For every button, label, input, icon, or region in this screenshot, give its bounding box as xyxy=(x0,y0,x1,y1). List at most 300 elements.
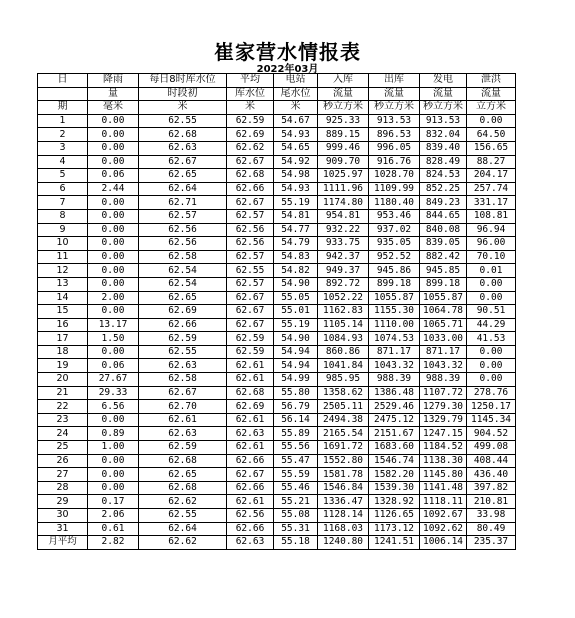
column-header: 流量 xyxy=(318,87,369,101)
value-cell: 0.00 xyxy=(88,413,139,427)
value-cell: 55.18 xyxy=(274,536,318,550)
value-cell: 54.93 xyxy=(274,182,318,196)
value-cell: 913.53 xyxy=(420,114,467,128)
value-cell: 1043.32 xyxy=(420,359,467,373)
value-cell: 0.00 xyxy=(88,454,139,468)
value-cell: 1240.80 xyxy=(318,536,369,550)
value-cell: 62.66 xyxy=(227,182,274,196)
value-cell: 1006.14 xyxy=(420,536,467,550)
value-cell: 62.65 xyxy=(139,291,227,305)
table-row xyxy=(38,318,516,332)
value-cell: 62.65 xyxy=(139,468,227,482)
value-cell: 1180.40 xyxy=(369,196,420,210)
value-cell: 1250.17 xyxy=(467,400,516,414)
column-header: 米 xyxy=(274,101,318,115)
column-header: 时段初 xyxy=(139,87,227,101)
column-header: 秒立方米 xyxy=(420,101,467,115)
value-cell: 0.00 xyxy=(88,209,139,223)
value-cell: 62.69 xyxy=(227,400,274,414)
value-cell: 871.17 xyxy=(369,345,420,359)
value-cell: 1329.79 xyxy=(420,413,467,427)
value-cell: 896.53 xyxy=(369,128,420,142)
value-cell: 949.37 xyxy=(318,264,369,278)
day-cell: 月平均 xyxy=(38,536,88,550)
value-cell: 54.98 xyxy=(274,169,318,183)
value-cell: 70.10 xyxy=(467,250,516,264)
value-cell: 1247.15 xyxy=(420,427,467,441)
value-cell: 1145.34 xyxy=(467,413,516,427)
value-cell: 996.05 xyxy=(369,141,420,155)
value-cell: 44.29 xyxy=(467,318,516,332)
value-cell: 953.46 xyxy=(369,209,420,223)
value-cell: 54.90 xyxy=(274,332,318,346)
value-cell: 1092.67 xyxy=(420,509,467,523)
value-cell: 916.76 xyxy=(369,155,420,169)
value-cell: 96.94 xyxy=(467,223,516,237)
value-cell: 1582.20 xyxy=(369,468,420,482)
value-cell: 849.23 xyxy=(420,196,467,210)
value-cell: 62.67 xyxy=(227,305,274,319)
report-period: 2022年03月 xyxy=(256,64,319,75)
value-cell: 0.61 xyxy=(88,522,139,536)
day-cell: 5 xyxy=(38,169,88,183)
value-cell: 62.54 xyxy=(139,277,227,291)
day-cell: 29 xyxy=(38,495,88,509)
value-cell: 156.65 xyxy=(467,141,516,155)
value-cell: 55.56 xyxy=(274,441,318,455)
column-header: 库水位 xyxy=(227,87,274,101)
value-cell: 899.18 xyxy=(369,277,420,291)
value-cell: 840.08 xyxy=(420,223,467,237)
value-cell: 1552.80 xyxy=(318,454,369,468)
table-row xyxy=(38,169,516,183)
value-cell: 62.68 xyxy=(139,454,227,468)
value-cell: 0.00 xyxy=(88,345,139,359)
value-cell: 55.46 xyxy=(274,481,318,495)
value-cell: 985.95 xyxy=(318,373,369,387)
value-cell: 55.19 xyxy=(274,318,318,332)
value-cell: 1173.12 xyxy=(369,522,420,536)
value-cell: 62.64 xyxy=(139,182,227,196)
value-cell: 62.62 xyxy=(227,141,274,155)
value-cell: 0.06 xyxy=(88,169,139,183)
value-cell: 933.75 xyxy=(318,237,369,251)
value-cell: 54.92 xyxy=(274,155,318,169)
value-cell: 62.57 xyxy=(227,277,274,291)
value-cell: 62.59 xyxy=(139,441,227,455)
column-header: 泄洪 xyxy=(467,74,516,88)
table-row xyxy=(38,128,516,142)
value-cell: 54.93 xyxy=(274,128,318,142)
value-cell: 1055.87 xyxy=(369,291,420,305)
header-row xyxy=(38,87,516,101)
value-cell: 899.18 xyxy=(420,277,467,291)
value-cell: 62.59 xyxy=(227,332,274,346)
value-cell: 0.06 xyxy=(88,359,139,373)
value-cell: 1683.60 xyxy=(369,441,420,455)
value-cell: 62.67 xyxy=(139,155,227,169)
value-cell: 62.63 xyxy=(139,427,227,441)
day-cell: 4 xyxy=(38,155,88,169)
value-cell: 1109.99 xyxy=(369,182,420,196)
value-cell: 0.89 xyxy=(88,427,139,441)
value-cell: 204.17 xyxy=(467,169,516,183)
value-cell: 2.06 xyxy=(88,509,139,523)
value-cell: 909.70 xyxy=(318,155,369,169)
value-cell: 397.82 xyxy=(467,481,516,495)
column-header: 流量 xyxy=(467,87,516,101)
day-cell: 26 xyxy=(38,454,88,468)
value-cell: 1162.83 xyxy=(318,305,369,319)
value-cell: 1138.30 xyxy=(420,454,467,468)
value-cell: 0.00 xyxy=(88,114,139,128)
value-cell: 1041.84 xyxy=(318,359,369,373)
value-cell: 1084.93 xyxy=(318,332,369,346)
value-cell: 844.65 xyxy=(420,209,467,223)
value-cell: 1.50 xyxy=(88,332,139,346)
table-row xyxy=(38,209,516,223)
value-cell: 62.69 xyxy=(139,305,227,319)
day-cell: 6 xyxy=(38,182,88,196)
value-cell: 904.52 xyxy=(467,427,516,441)
value-cell: 55.47 xyxy=(274,454,318,468)
value-cell: 1074.53 xyxy=(369,332,420,346)
day-cell: 8 xyxy=(38,209,88,223)
value-cell: 62.67 xyxy=(227,196,274,210)
value-cell: 27.67 xyxy=(88,373,139,387)
column-header: 期 xyxy=(38,101,88,115)
value-cell: 999.46 xyxy=(318,141,369,155)
value-cell: 62.58 xyxy=(139,373,227,387)
value-cell: 54.94 xyxy=(274,345,318,359)
value-cell: 1107.72 xyxy=(420,386,467,400)
day-cell: 14 xyxy=(38,291,88,305)
value-cell: 1028.70 xyxy=(369,169,420,183)
water-report-table xyxy=(37,73,516,550)
value-cell: 55.59 xyxy=(274,468,318,482)
table-row xyxy=(38,386,516,400)
day-cell: 7 xyxy=(38,196,88,210)
value-cell: 62.68 xyxy=(227,386,274,400)
table-row xyxy=(38,522,516,536)
value-cell: 0.00 xyxy=(88,468,139,482)
value-cell: 62.63 xyxy=(139,359,227,373)
value-cell: 1581.78 xyxy=(318,468,369,482)
value-cell: 0.00 xyxy=(88,481,139,495)
column-header: 秒立方米 xyxy=(318,101,369,115)
table-row xyxy=(38,182,516,196)
table-header xyxy=(38,74,516,115)
value-cell: 1336.47 xyxy=(318,495,369,509)
value-cell: 1168.03 xyxy=(318,522,369,536)
value-cell: 62.68 xyxy=(227,169,274,183)
header-row xyxy=(38,74,516,88)
day-cell: 22 xyxy=(38,400,88,414)
value-cell: 0.00 xyxy=(467,277,516,291)
column-header: 入库 xyxy=(318,74,369,88)
table-row xyxy=(38,332,516,346)
value-cell: 41.53 xyxy=(467,332,516,346)
value-cell: 62.57 xyxy=(139,209,227,223)
table-row xyxy=(38,495,516,509)
value-cell: 62.67 xyxy=(227,291,274,305)
value-cell: 235.37 xyxy=(467,536,516,550)
value-cell: 62.67 xyxy=(227,318,274,332)
day-cell: 15 xyxy=(38,305,88,319)
value-cell: 54.99 xyxy=(274,373,318,387)
value-cell: 55.21 xyxy=(274,495,318,509)
value-cell: 892.72 xyxy=(318,277,369,291)
value-cell: 988.39 xyxy=(369,373,420,387)
value-cell: 62.67 xyxy=(139,386,227,400)
value-cell: 0.00 xyxy=(88,141,139,155)
value-cell: 0.00 xyxy=(467,359,516,373)
table-row xyxy=(38,291,516,305)
value-cell: 1141.48 xyxy=(420,481,467,495)
value-cell: 832.04 xyxy=(420,128,467,142)
value-cell: 1546.84 xyxy=(318,481,369,495)
value-cell: 62.58 xyxy=(139,250,227,264)
value-cell: 62.68 xyxy=(139,481,227,495)
table-row xyxy=(38,250,516,264)
value-cell: 54.82 xyxy=(274,264,318,278)
value-cell: 62.59 xyxy=(139,332,227,346)
table-row xyxy=(38,441,516,455)
value-cell: 1386.48 xyxy=(369,386,420,400)
value-cell: 62.56 xyxy=(227,237,274,251)
value-cell: 62.68 xyxy=(139,128,227,142)
value-cell: 55.01 xyxy=(274,305,318,319)
table-row xyxy=(38,223,516,237)
value-cell: 33.98 xyxy=(467,509,516,523)
table-row xyxy=(38,481,516,495)
value-cell: 54.81 xyxy=(274,209,318,223)
value-cell: 1052.22 xyxy=(318,291,369,305)
value-cell: 62.61 xyxy=(139,413,227,427)
day-cell: 19 xyxy=(38,359,88,373)
day-cell: 18 xyxy=(38,345,88,359)
value-cell: 1241.51 xyxy=(369,536,420,550)
table-row xyxy=(38,345,516,359)
table-row xyxy=(38,196,516,210)
day-cell: 12 xyxy=(38,264,88,278)
value-cell: 0.00 xyxy=(467,291,516,305)
value-cell: 945.86 xyxy=(369,264,420,278)
value-cell: 108.81 xyxy=(467,209,516,223)
value-cell: 62.69 xyxy=(227,128,274,142)
value-cell: 1358.62 xyxy=(318,386,369,400)
report-title: 崔家营水情报表 xyxy=(214,40,361,64)
value-cell: 408.44 xyxy=(467,454,516,468)
table-row xyxy=(38,509,516,523)
value-cell: 62.65 xyxy=(139,169,227,183)
value-cell: 257.74 xyxy=(467,182,516,196)
value-cell: 952.52 xyxy=(369,250,420,264)
value-cell: 2.00 xyxy=(88,291,139,305)
table-row xyxy=(38,305,516,319)
value-cell: 2151.67 xyxy=(369,427,420,441)
value-cell: 839.05 xyxy=(420,237,467,251)
day-cell: 20 xyxy=(38,373,88,387)
value-cell: 1691.72 xyxy=(318,441,369,455)
value-cell: 1043.32 xyxy=(369,359,420,373)
value-cell: 1546.74 xyxy=(369,454,420,468)
day-cell: 30 xyxy=(38,509,88,523)
value-cell: 62.55 xyxy=(227,264,274,278)
value-cell: 0.00 xyxy=(467,114,516,128)
day-cell: 17 xyxy=(38,332,88,346)
value-cell: 1174.80 xyxy=(318,196,369,210)
value-cell: 1126.65 xyxy=(369,509,420,523)
value-cell: 62.67 xyxy=(227,468,274,482)
day-cell: 9 xyxy=(38,223,88,237)
value-cell: 62.55 xyxy=(139,114,227,128)
value-cell: 54.79 xyxy=(274,237,318,251)
column-header: 秒立方米 xyxy=(369,101,420,115)
value-cell: 62.67 xyxy=(227,155,274,169)
value-cell: 0.00 xyxy=(88,250,139,264)
value-cell: 1064.78 xyxy=(420,305,467,319)
value-cell: 54.90 xyxy=(274,277,318,291)
value-cell: 945.85 xyxy=(420,264,467,278)
value-cell: 2.82 xyxy=(88,536,139,550)
value-cell: 54.94 xyxy=(274,359,318,373)
value-cell: 0.17 xyxy=(88,495,139,509)
day-cell: 16 xyxy=(38,318,88,332)
value-cell: 2475.12 xyxy=(369,413,420,427)
value-cell: 55.31 xyxy=(274,522,318,536)
day-cell: 1 xyxy=(38,114,88,128)
column-header: 平均 xyxy=(227,74,274,88)
day-cell: 31 xyxy=(38,522,88,536)
column-header: 流量 xyxy=(369,87,420,101)
value-cell: 29.33 xyxy=(88,386,139,400)
table-row xyxy=(38,359,516,373)
column-header xyxy=(38,87,88,101)
column-header: 立方米 xyxy=(467,101,516,115)
value-cell: 1092.62 xyxy=(420,522,467,536)
column-header: 电站 xyxy=(274,74,318,88)
value-cell: 62.54 xyxy=(139,264,227,278)
value-cell: 62.56 xyxy=(139,237,227,251)
value-cell: 1111.96 xyxy=(318,182,369,196)
value-cell: 1065.71 xyxy=(420,318,467,332)
value-cell: 0.00 xyxy=(88,264,139,278)
value-cell: 0.00 xyxy=(88,277,139,291)
value-cell: 64.50 xyxy=(467,128,516,142)
value-cell: 2505.11 xyxy=(318,400,369,414)
value-cell: 62.62 xyxy=(139,495,227,509)
column-header: 毫米 xyxy=(88,101,139,115)
value-cell: 54.67 xyxy=(274,114,318,128)
value-cell: 62.66 xyxy=(227,481,274,495)
value-cell: 871.17 xyxy=(420,345,467,359)
value-cell: 96.00 xyxy=(467,237,516,251)
value-cell: 90.51 xyxy=(467,305,516,319)
value-cell: 210.81 xyxy=(467,495,516,509)
value-cell: 925.33 xyxy=(318,114,369,128)
value-cell: 62.59 xyxy=(227,114,274,128)
day-cell: 27 xyxy=(38,468,88,482)
value-cell: 62.61 xyxy=(227,495,274,509)
value-cell: 62.66 xyxy=(227,522,274,536)
day-cell: 28 xyxy=(38,481,88,495)
value-cell: 80.49 xyxy=(467,522,516,536)
value-cell: 62.55 xyxy=(139,509,227,523)
value-cell: 331.17 xyxy=(467,196,516,210)
value-cell: 954.81 xyxy=(318,209,369,223)
value-cell: 0.00 xyxy=(88,196,139,210)
value-cell: 1118.11 xyxy=(420,495,467,509)
value-cell: 62.63 xyxy=(139,141,227,155)
column-header: 每日8时库水位 xyxy=(139,74,227,88)
table-row xyxy=(38,141,516,155)
value-cell: 2529.46 xyxy=(369,400,420,414)
column-header: 量 xyxy=(88,87,139,101)
value-cell: 62.56 xyxy=(227,223,274,237)
value-cell: 0.00 xyxy=(467,345,516,359)
table-row xyxy=(38,155,516,169)
value-cell: 62.62 xyxy=(139,536,227,550)
value-cell: 62.61 xyxy=(227,373,274,387)
table-row xyxy=(38,264,516,278)
value-cell: 1184.52 xyxy=(420,441,467,455)
table-row xyxy=(38,468,516,482)
value-cell: 56.79 xyxy=(274,400,318,414)
value-cell: 499.08 xyxy=(467,441,516,455)
value-cell: 62.57 xyxy=(227,209,274,223)
table-row xyxy=(38,373,516,387)
column-header: 日 xyxy=(38,74,88,88)
value-cell: 54.83 xyxy=(274,250,318,264)
value-cell: 62.66 xyxy=(227,454,274,468)
value-cell: 54.77 xyxy=(274,223,318,237)
value-cell: 935.05 xyxy=(369,237,420,251)
value-cell: 1128.14 xyxy=(318,509,369,523)
value-cell: 839.40 xyxy=(420,141,467,155)
value-cell: 55.80 xyxy=(274,386,318,400)
value-cell: 55.19 xyxy=(274,196,318,210)
value-cell: 828.49 xyxy=(420,155,467,169)
day-cell: 24 xyxy=(38,427,88,441)
value-cell: 62.66 xyxy=(139,318,227,332)
day-cell: 21 xyxy=(38,386,88,400)
value-cell: 913.53 xyxy=(369,114,420,128)
value-cell: 62.61 xyxy=(227,359,274,373)
table-row xyxy=(38,277,516,291)
value-cell: 88.27 xyxy=(467,155,516,169)
value-cell: 1055.87 xyxy=(420,291,467,305)
value-cell: 0.00 xyxy=(467,373,516,387)
value-cell: 860.86 xyxy=(318,345,369,359)
column-header: 降雨 xyxy=(88,74,139,88)
value-cell: 62.71 xyxy=(139,196,227,210)
value-cell: 1145.80 xyxy=(420,468,467,482)
value-cell: 1025.97 xyxy=(318,169,369,183)
value-cell: 0.00 xyxy=(88,223,139,237)
value-cell: 882.42 xyxy=(420,250,467,264)
day-cell: 25 xyxy=(38,441,88,455)
value-cell: 62.55 xyxy=(139,345,227,359)
value-cell: 2494.38 xyxy=(318,413,369,427)
day-cell: 23 xyxy=(38,413,88,427)
value-cell: 55.08 xyxy=(274,509,318,523)
value-cell: 932.22 xyxy=(318,223,369,237)
value-cell: 62.63 xyxy=(227,536,274,550)
column-header: 米 xyxy=(227,101,274,115)
value-cell: 988.39 xyxy=(420,373,467,387)
value-cell: 62.56 xyxy=(227,509,274,523)
